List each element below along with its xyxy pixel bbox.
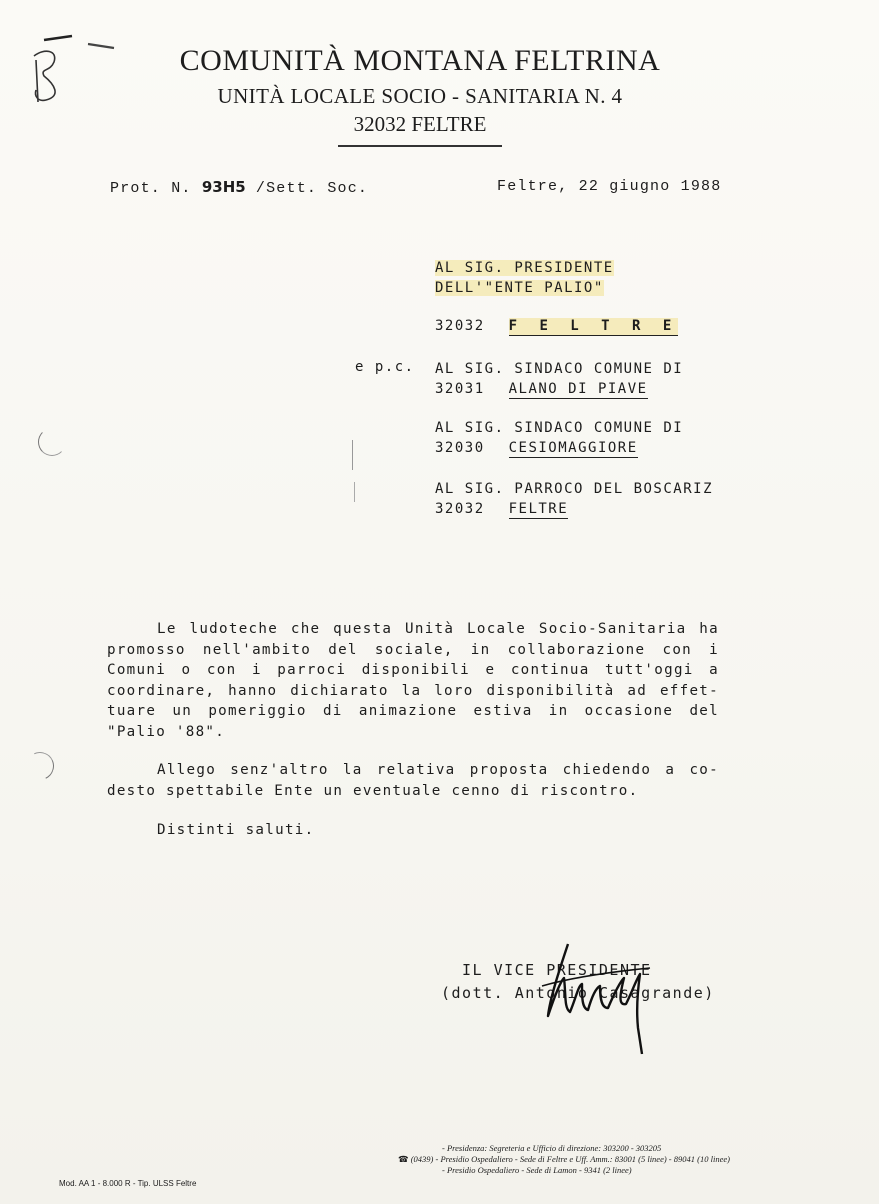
recipient-line1: AL SIG. PRESIDENTE xyxy=(435,260,614,276)
org-name: COMUNITÀ MONTANA FELTRINA xyxy=(179,44,661,77)
footer-line-2: ☎ (0439) - Presidio Ospedaliero - Sede di Feltre e Uff. Amm.: 83001 (5 linee) - 89041 (10 linee) xyxy=(398,1154,730,1164)
body-paragraph-2: Allego senz'altro la relativa proposta chiedendo a co- desto spettabile Ente un eventuale cenno di riscontro. xyxy=(107,762,719,799)
body-paragraph-1: Le ludoteche che questa Unità Locale Socio-Sanitaria ha promosso nell'ambito del sociale, in collaborazione con i Comuni o con i parroci disponibili e continua tutt'oggi a coordinare, hanno dichiarato la loro disponibilità ad effet- tuare un pomeriggio di animazione estiva in occasione del "Palio '88". xyxy=(107,621,719,740)
cc-label: e p.c. xyxy=(355,359,415,375)
cc-recipient-1 xyxy=(435,359,683,399)
closing-salutation: Distinti saluti. xyxy=(157,822,315,838)
print-mark: Mod. AA 1 - 8.000 R - Tip. ULSS Feltre xyxy=(59,1179,197,1188)
cc-line1: AL SIG. SINDACO COMUNE DI xyxy=(435,420,684,436)
signature-name: (dott. Antonio Casagrande) xyxy=(441,984,715,1002)
cc-recipient-3 xyxy=(435,479,713,519)
protocol-number: 93H5 xyxy=(201,178,246,196)
signature-title: IL VICE PRESIDENTE xyxy=(462,961,652,979)
phone-icon: ☎ xyxy=(398,1154,409,1164)
primary-recipient xyxy=(435,258,614,298)
protocol-suffix: /Sett. Soc. xyxy=(255,180,369,197)
cc-city: FELTRE xyxy=(508,501,569,517)
recipient-cap: 32032 xyxy=(435,318,485,334)
header-rule xyxy=(338,145,502,147)
cc-recipient-2 xyxy=(435,418,683,458)
primary-city-line xyxy=(435,318,678,334)
protocol-prefix: Prot. N. xyxy=(110,180,192,197)
cc-cap: 32032 xyxy=(435,501,485,517)
punch-hole xyxy=(38,428,66,456)
org-city: 32032 FELTRE xyxy=(353,112,487,136)
cc-line1: AL SIG. PARROCO DEL BOSCARIZ xyxy=(435,481,714,497)
footer-line-1: - Presidenza: Segreteria e Ufficio di direzione: 303200 - 303205 xyxy=(442,1143,662,1153)
punch-hole xyxy=(22,748,58,784)
footer-line-3: - Presidio Ospedaliero - Sede di Lamon - 9341 (2 linee) xyxy=(442,1165,632,1175)
cc-cap: 32031 xyxy=(435,381,485,397)
cc-city: CESIOMAGGIORE xyxy=(508,440,638,456)
scan-mark xyxy=(352,440,353,470)
recipient-city: F E L T R E xyxy=(508,318,679,334)
protocol-line xyxy=(110,178,368,197)
cc-line1: AL SIG. SINDACO COMUNE DI xyxy=(435,361,684,377)
handwritten-signature xyxy=(520,938,670,1058)
cc-cap: 32030 xyxy=(435,440,485,456)
recipient-line2: DELL'"ENTE PALIO" xyxy=(435,280,604,296)
cc-city: ALANO DI PIAVE xyxy=(508,381,648,397)
letter-date: Feltre, 22 giugno 1988 xyxy=(497,178,722,195)
unit-name: UNITÀ LOCALE SOCIO - SANITARIA N. 4 xyxy=(217,84,623,108)
scan-mark xyxy=(354,482,355,502)
